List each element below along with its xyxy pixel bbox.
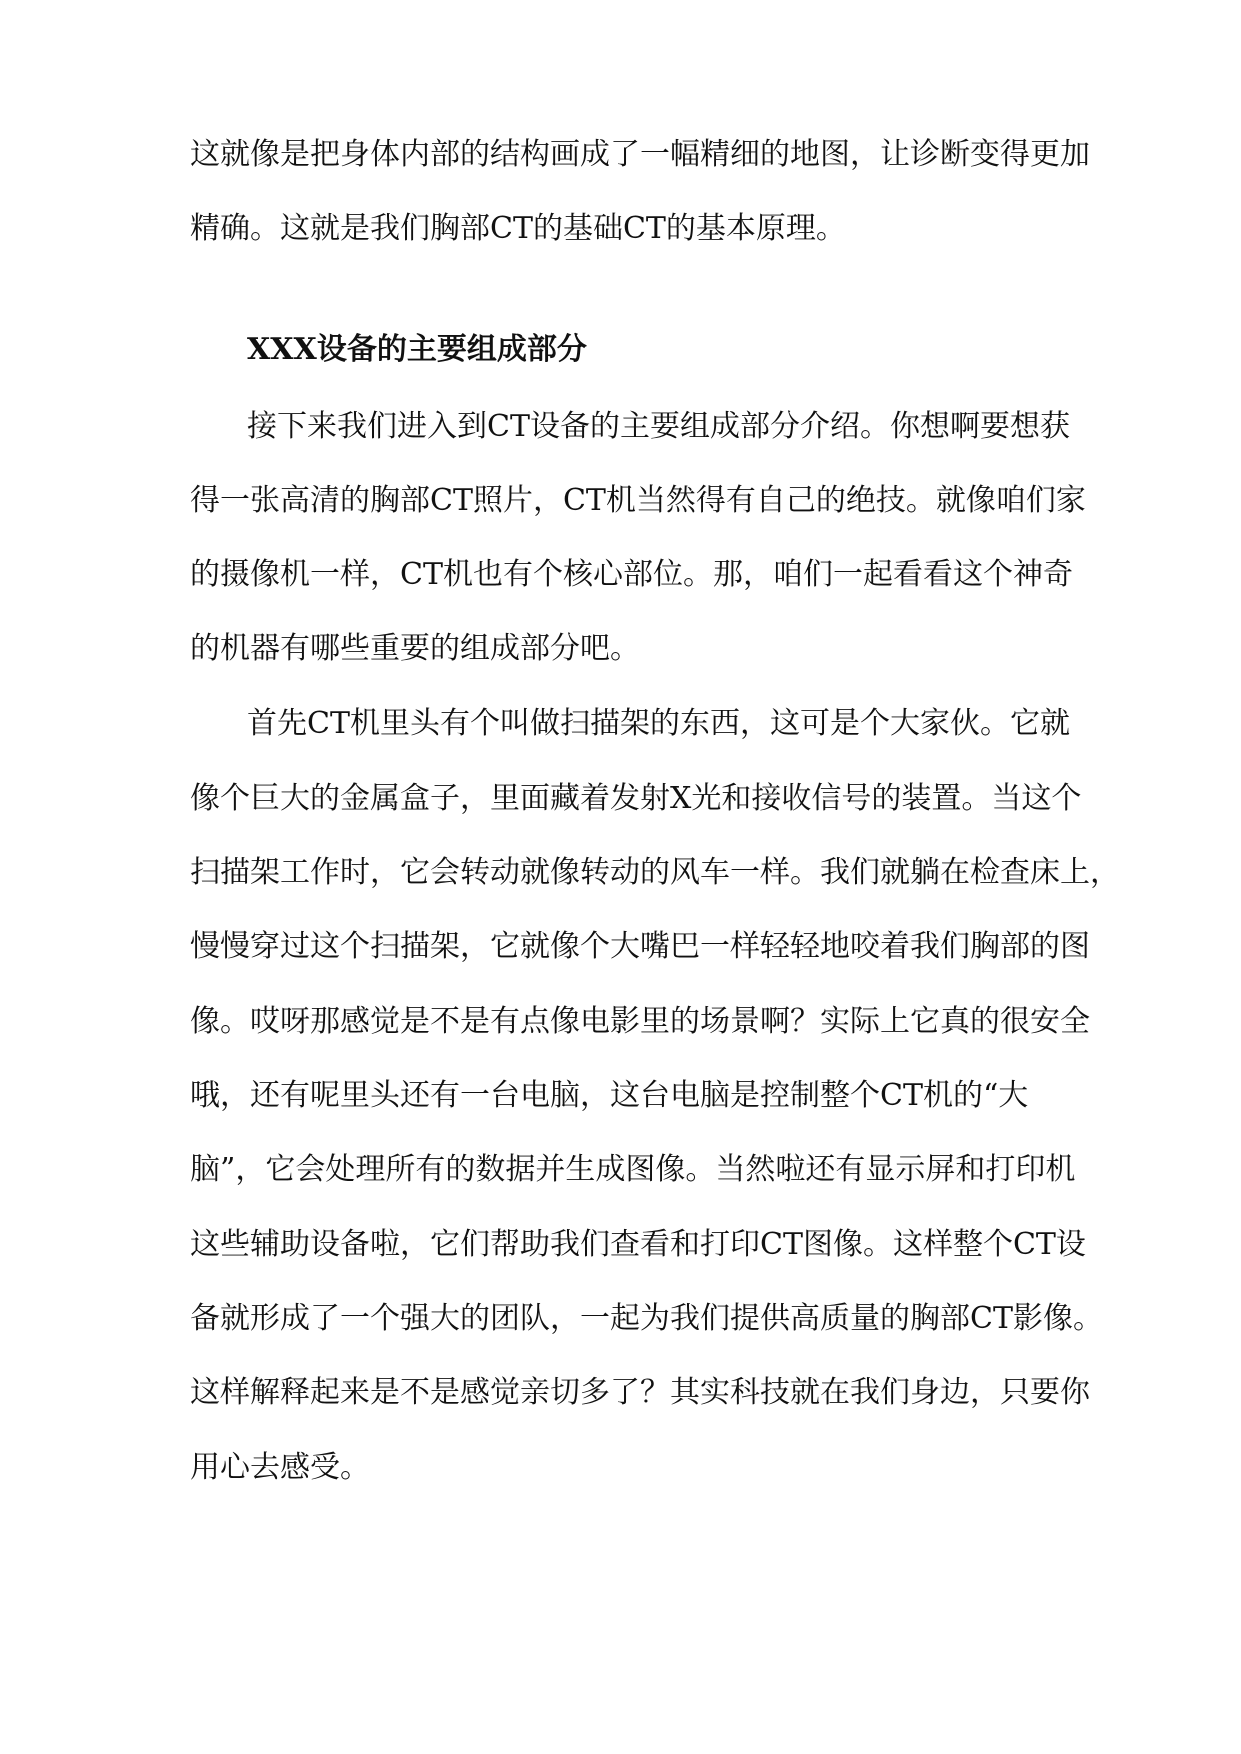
paragraph2-line-9: 备就形成了一个强大的团队，一起为我们提供高质量的胸部CT影像。 [190,1301,1103,1336]
paragraph2-line-1: 首先CT机里头有个叫做扫描架的东西，这可是个大家伙。它就 [247,706,1070,741]
intro-line-2: 精确。这就是我们胸部CT的基础CT的基本原理。 [190,211,846,246]
paragraph2-line-7: 脑”，它会处理所有的数据并生成图像。当然啦还有显示屏和打印机 [190,1152,1076,1187]
paragraph2-line-10: 这样解释起来是不是感觉亲切多了？其实科技就在我们身边，只要你 [190,1375,1090,1410]
paragraph1-line-4: 的机器有哪些重要的组成部分吧。 [190,631,640,666]
paragraph2-line-5: 像。哎呀那感觉是不是有点像电影里的场景啊？实际上它真的很安全 [190,1004,1090,1039]
paragraph2-line-3: 扫描架工作时，它会转动就像转动的风车一样。我们就躺在检查床上， [190,855,1120,890]
paragraph1-line-3: 的摄像机一样，CT机也有个核心部位。那，咱们一起看看这个神奇 [190,557,1073,592]
intro-line-1: 这就像是把身体内部的结构画成了一幅精细的地图，让诊断变得更加 [190,137,1090,172]
paragraph2-line-6: 哦，还有呢里头还有一台电脑，这台电脑是控制整个CT机的“大 [190,1078,1029,1113]
paragraph1-line-1: 接下来我们进入到CT设备的主要组成部分介绍。你想啊要想获 [247,409,1070,444]
paragraph2-line-11: 用心去感受。 [190,1450,370,1485]
paragraph2-line-2: 像个巨大的金属盒子，里面藏着发射X光和接收信号的装置。当这个 [190,781,1082,816]
section-heading: XXX设备的主要组成部分 [247,332,587,367]
paragraph1-line-2: 得一张高清的胸部CT照片，CT机当然得有自己的绝技。就像咱们家 [190,483,1086,518]
paragraph2-line-4: 慢慢穿过这个扫描架，它就像个大嘴巴一样轻轻地咬着我们胸部的图 [190,929,1090,964]
paragraph2-line-8: 这些辅助设备啦，它们帮助我们查看和打印CT图像。这样整个CT设 [190,1227,1086,1262]
